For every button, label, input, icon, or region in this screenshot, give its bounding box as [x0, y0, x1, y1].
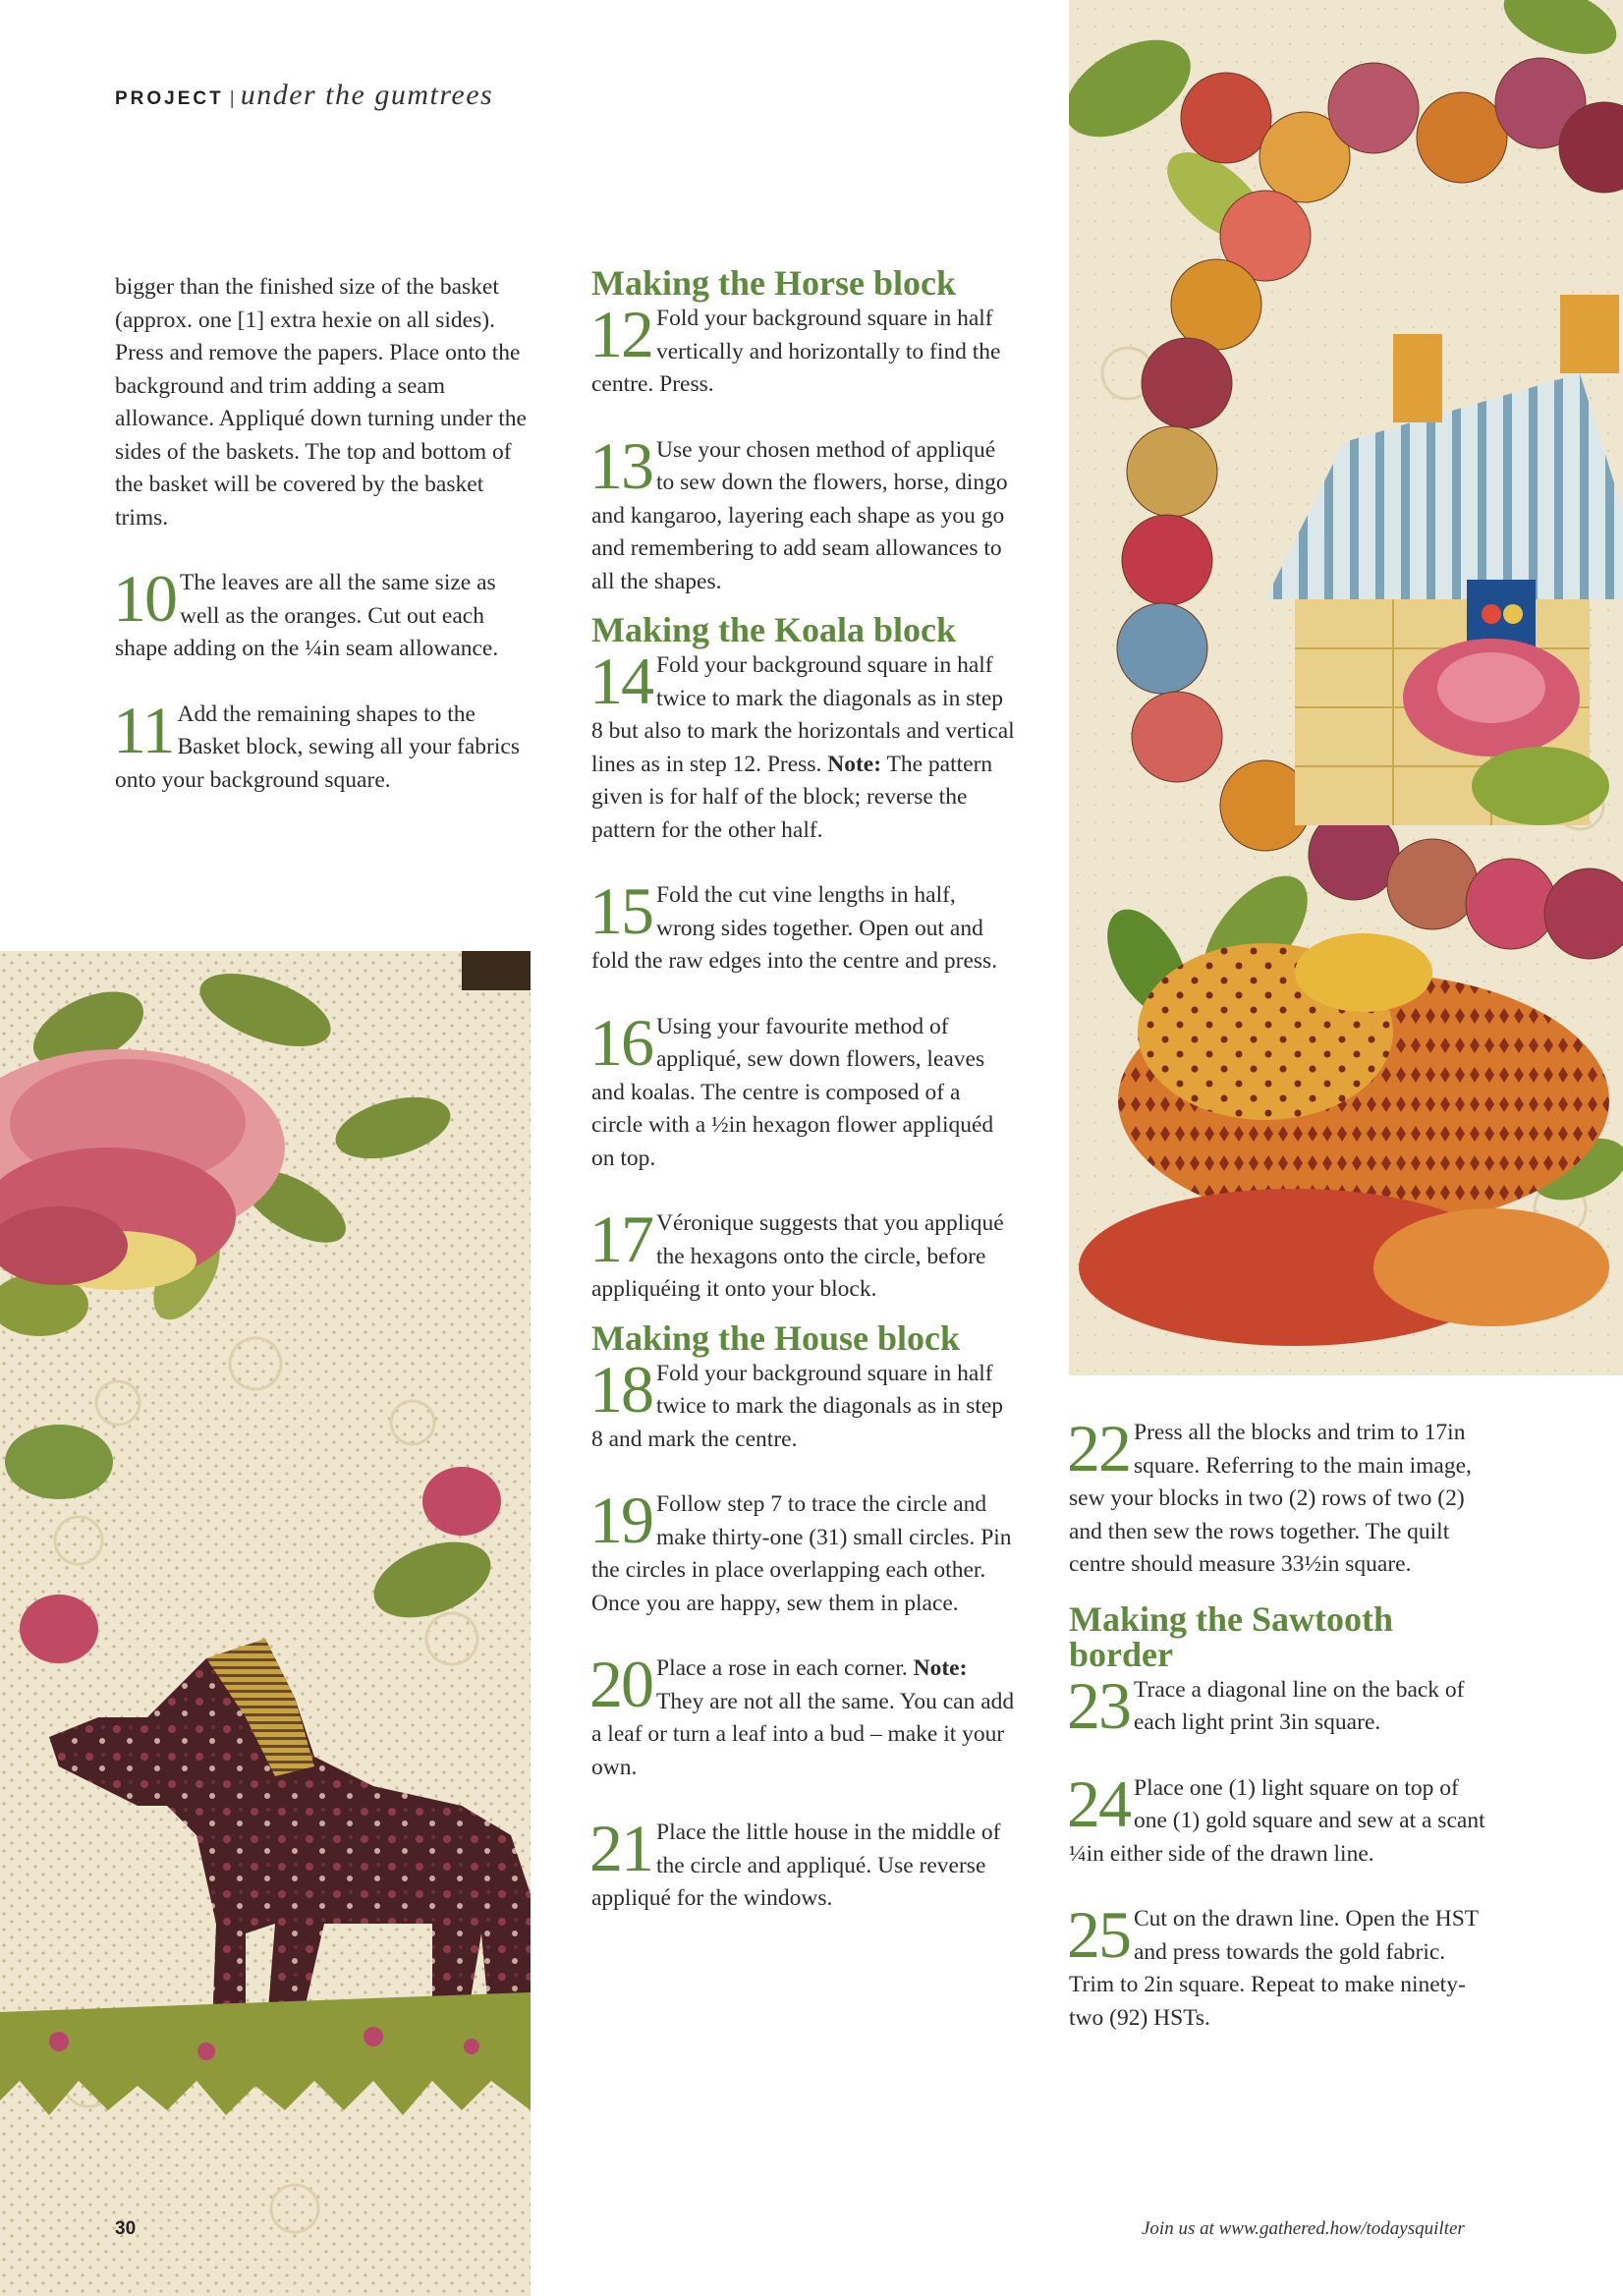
step-number: 10: [113, 561, 176, 636]
step-text: Place a rose in each corner.: [656, 1655, 908, 1681]
step-number: 25: [1067, 1897, 1130, 1972]
step-23: [1067, 1667, 1491, 1743]
step-number: 18: [589, 1351, 652, 1427]
step-text: Using your favourite method of appliqué, sew down flowers, leaves and koalas. The centre is composed of a circle with a ½in hexagon flower appliquéd on top.: [591, 1013, 994, 1171]
step-21: [589, 1811, 1016, 1916]
step-number: 12: [589, 297, 652, 371]
page-number: 30: [115, 2218, 137, 2239]
step-16: [589, 1004, 1016, 1176]
intro-paragraph: bigger than the finished size of the basket (approx. one [1] extra hexie on all sides). Press and remove the papers. Place onto the background and trim adding a seam allowance. Appliqué down turning under the sides of the baskets. The top and bottom of the basket will be covered by the basket trims.: [115, 274, 527, 531]
step-text: Follow step 7 to trace the circle and make thirty-one (31) small circles. Pin the circles in place overlapping each other. Once you are happy, sew them in place.: [591, 1491, 1012, 1616]
note-label: Note:: [827, 751, 882, 777]
heading-house-block: Making the House block: [591, 1317, 961, 1358]
note-label: Note:: [913, 1655, 968, 1681]
step-number: 21: [589, 1811, 652, 1885]
step-text: Press all the blocks and trim to 17in square. Referring to the main image, sew your blocks in two (2) rows of two (2) and then sew the rows together. The quilt centre should measure 33½in square.: [1069, 1420, 1472, 1577]
step-number: 20: [589, 1647, 652, 1721]
step-text: Fold your background square in half vertically and horizontally to find the centre. Press.: [591, 306, 1001, 397]
step-text-cont: They are not all the same. You can add a leaf or turn a leaf into a bud – make it your own.: [591, 1688, 1015, 1780]
section-kicker: PROJECT: [115, 88, 224, 109]
step-24: [1067, 1765, 1491, 1872]
step-text: Véronique suggests that you appliqué the hexagons onto the circle, before appliquéing it onto your block.: [591, 1210, 1004, 1302]
step-number: 11: [113, 692, 174, 767]
step-number: 19: [589, 1483, 652, 1557]
heading-koala-block: Making the Koala block: [591, 610, 957, 649]
step-14: [589, 644, 1016, 847]
footer-link-text: Join us at www.gathered.how/todaysquilter: [1142, 2218, 1465, 2239]
step-number: 13: [589, 427, 652, 503]
step-13: [589, 427, 1016, 599]
step-11: [113, 692, 537, 798]
step-text: Use your chosen method of appliqué to sew down the flowers, horse, dingo and kangaroo, layering each shape as you go and remembering to add seam allowances to all the shapes.: [591, 436, 1008, 594]
step-22: [1067, 1411, 1491, 1582]
column-1: [115, 271, 537, 797]
house-block-photo: [1069, 0, 1623, 1375]
step-number: 15: [589, 873, 652, 948]
step-10: [113, 561, 537, 666]
step-17: [589, 1202, 1016, 1307]
step-text: Trace a diagonal line on the back of each light print 3in square.: [1134, 1676, 1465, 1735]
step-number: 22: [1067, 1411, 1130, 1485]
step-text: Place the little house in the middle of the circle and appliqué. Use reverse appliqué for the windows.: [591, 1820, 1001, 1911]
step-text-cont: The pattern given is for half of the block; reverse the pattern for the other half.: [591, 751, 993, 843]
step-text: Fold your background square in half twice to mark the diagonals as in step 8 and mark the centre.: [591, 1360, 1004, 1452]
step-number: 24: [1067, 1765, 1130, 1841]
step-12: [589, 297, 1016, 402]
heading-horse-block: Making the Horse block: [591, 263, 957, 303]
step-number: 14: [589, 644, 652, 718]
step-number: 16: [589, 1004, 652, 1080]
step-text: Add the remaining shapes to the Basket block, sewing all your fabrics onto your background square.: [115, 700, 520, 793]
step-19: [589, 1483, 1016, 1620]
heading-sawtooth-border: Making the Sawtooth border: [1069, 1598, 1394, 1674]
step-number: 17: [589, 1202, 652, 1276]
step-number: 23: [1067, 1667, 1130, 1743]
step-18: [589, 1351, 1016, 1457]
step-text: The leaves are all the same size as well as the oranges. Cut out each shape adding on the ¼in seam allowance.: [115, 570, 499, 661]
step-15: [589, 873, 1016, 979]
project-title: under the gumtrees: [240, 79, 494, 111]
step-text: Place one (1) light square on top of one (1) gold square and sew at a scant ¼in either side of the drawn line.: [1069, 1774, 1485, 1867]
step-text: Cut on the drawn line. Open the HST and press towards the gold fabric. Trim to 2in square. Repeat to make ninety-two (92) HSTs.: [1069, 1906, 1479, 2031]
step-20: [589, 1647, 1016, 1784]
column-2: [591, 265, 1016, 1916]
column-3: [1067, 1411, 1491, 2035]
step-25: [1067, 1897, 1491, 2035]
step-text: Fold your background square in half twice to mark the diagonals as in step 8 but also to mark the horizontals and vertical lines as in step 12. Press.: [591, 652, 1015, 777]
horse-block-photo: [0, 951, 531, 2296]
header-separator: |: [229, 88, 235, 109]
running-header: [115, 79, 493, 112]
step-text: Fold the cut vine lengths in half, wrong sides together. Open out and fold the raw edges into the centre and press.: [591, 882, 998, 974]
